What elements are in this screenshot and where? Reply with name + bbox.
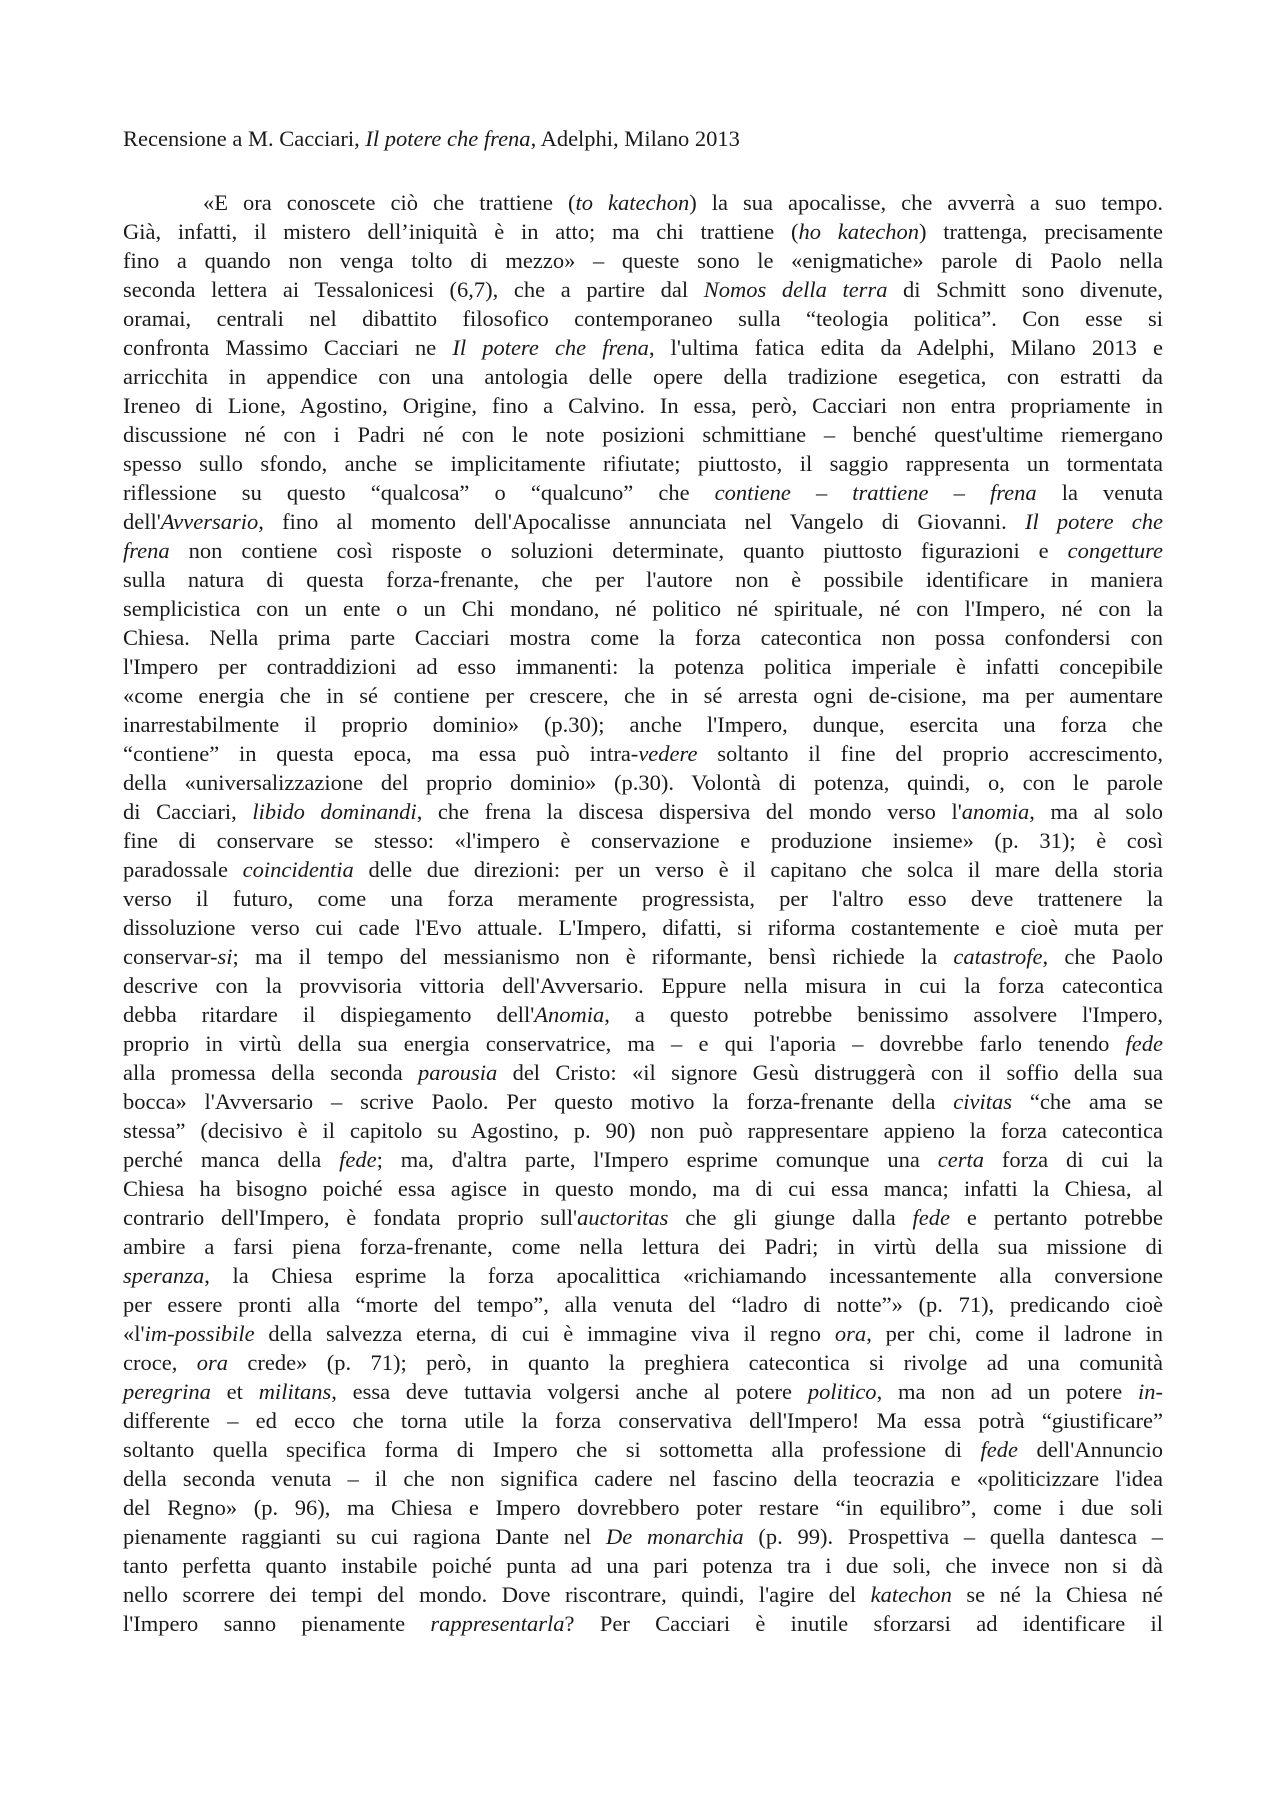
text-run: non contiene così risposte o soluzioni determinate, quanto piuttosto figurazioni e [169,538,1068,563]
italic-run: parousia [418,1060,498,1085]
italic-run: Il potere che frena [452,335,649,360]
text-run: ; ma il tempo del messianismo non è riformante, bensì richiede la [232,944,954,969]
text-run: soltanto quella specifica forma di Impero che si sottometta alla professione di [123,1437,981,1462]
italic-run: coincidentia [242,857,354,882]
text-run: riflessione su questo “qualcosa” o “qualcuno” che [123,480,715,505]
text-run: , la Chiesa esprime la forza apocalittica «richiamando incessantemente alla conversione [204,1263,1163,1288]
text-line [123,1377,1163,1406]
text-line [123,1493,1163,1522]
italic-run: peregrina [123,1379,211,1404]
text-run: fino a quando non venga tolto di mezzo» – queste sono le «enigmatiche» parole di Paolo nella [123,248,1163,273]
text-run: differente – ed ecco che torna utile la forza conservativa dell'Impero! Ma essa potrà “giustificare” [123,1408,1163,1433]
text-run: , a questo potrebbe benissimo assolvere l'Impero, [604,1002,1163,1027]
text-line [123,217,1163,246]
review-body [123,188,1163,1638]
text-line [123,913,1163,942]
text-run: pienamente raggianti su cui ragiona Dante nel [123,1524,607,1549]
italic-run: ora [196,1350,228,1375]
italic-run: civitas [953,1089,1013,1114]
text-line [123,1348,1163,1377]
text-line [123,188,1163,217]
heading-segment: Recensione a M. Cacciari, [123,126,366,151]
text-run: , l'ultima fatica edita da Adelphi, Milano 2013 e [648,335,1163,360]
italic-run: fede [980,1437,1018,1462]
italic-run: katechon [870,1582,952,1607]
italic-run: im-possibile [144,1321,255,1346]
review-heading [123,124,1163,153]
text-line [123,1203,1163,1232]
text-line [123,623,1163,652]
text-line [123,1116,1163,1145]
text-line [123,536,1163,565]
text-line [123,246,1163,275]
text-run: stessa” (decisivo è il capitolo su Agostino, p. 90) non può rappresentare appieno la forza catecontica [123,1118,1163,1143]
text-run: che gli giunge dalla [668,1205,913,1230]
text-run: delle due direzioni: per un verso è il capitano che solca il mare della storia [353,857,1163,882]
text-run: ? Per Cacciari è inutile sforzarsi ad identificare il [564,1611,1163,1636]
text-line [123,362,1163,391]
text-line [123,971,1163,1000]
text-run: , che frena la discesa dispersiva del mondo verso l' [416,799,962,824]
italic-run: auctoritas [577,1205,669,1230]
text-run: discussione né con i Padri né con le note posizioni schmittiane – benché quest'ultime riemergano [123,422,1163,447]
italic-run: vedere [638,741,698,766]
text-line [123,797,1163,826]
italic-run: fede [912,1205,951,1230]
text-run: Chiesa ha bisogno poiché essa agisce in questo mondo, ma di cui essa manca; infatti la Chiesa, al [123,1176,1163,1201]
italic-run: Avversario [160,509,259,534]
text-line [123,449,1163,478]
text-run: dissoluzione verso cui cade l'Evo attuale. L'Impero, difatti, si riforma costantemente e cioè muta per [123,915,1163,940]
text-run: debba ritardare il dispiegamento dell' [123,1002,535,1027]
text-line [123,565,1163,594]
text-line [123,1058,1163,1087]
italic-run: politico [807,1379,877,1404]
text-run: bocca» l'Avversario – scrive Paolo. Per questo motivo la forza-frenante della [123,1089,954,1114]
text-run: di Schmitt sono divenute, [887,277,1163,302]
italic-run: fede [1125,1031,1163,1056]
text-run: “che ama se [1012,1089,1163,1114]
text-run: Ireneo di Lione, Agostino, Origine, fino a Calvino. In essa, però, Cacciari non entra propriamente in [123,393,1163,418]
text-run: Già, infatti, il mistero dell’iniquità è in atto; ma chi trattiene ( [123,219,799,244]
text-run: confronta Massimo Cacciari ne [123,335,453,360]
text-run: nello scorrere dei tempi del mondo. Dove riscontrare, quindi, l'agire del [123,1582,871,1607]
text-line [123,1406,1163,1435]
text-line [123,1609,1163,1638]
text-run: di Cacciari, [123,799,253,824]
text-run: arricchita in appendice con una antologia delle opere della tradizione esegetica, con estratti da [123,364,1163,389]
text-run: della salvezza eterna, di cui è immagine viva il regno [254,1321,835,1346]
text-run: , che Paolo [1042,944,1164,969]
text-run: e pertanto potrebbe [950,1205,1163,1230]
text-line [123,1551,1163,1580]
text-run: del Regno» (p. 96), ma Chiesa e Impero dovrebbero poter restare “in equilibro”, come i due soli [123,1495,1163,1520]
text-run: la venuta [1036,480,1163,505]
italic-run: militans [258,1379,332,1404]
text-run: spesso sullo sfondo, anche se implicitamente rifiutate; piuttosto, il saggio rappresenta un tormentata [123,451,1163,476]
text-run: , per chi, come il ladrone in [866,1321,1163,1346]
text-run: paradossale [123,857,243,882]
italic-run: libido dominandi [252,799,417,824]
text-line [123,1261,1163,1290]
italic-run: speranza [123,1263,205,1288]
text-run: , fino al momento dell'Apocalisse annunciata nel Vangelo di Giovanni. [258,509,1025,534]
italic-run: certa [937,1147,984,1172]
text-line [123,942,1163,971]
italic-run: fede [339,1147,377,1172]
text-line [123,1435,1163,1464]
text-line [123,826,1163,855]
text-line [123,275,1163,304]
italic-run: ora [834,1321,867,1346]
text-run: seconda lettera ai Tessalonicesi (6,7), che a partire dal [123,277,704,302]
text-run: proprio in virtù della sua energia conservatrice, ma – e qui l'aporia – dovrebbe farlo tenendo [123,1031,1126,1056]
text-run: ambire a farsi piena forza-frenante, come nella lettura dei Padri; in virtù della sua missione di [123,1234,1163,1259]
italic-run: ho katechon [798,219,919,244]
text-run: «come energia che in sé contiene per crescere, che in sé arresta ogni de-cisione, ma per aumentare [123,683,1163,708]
text-run: dell'Annuncio [1018,1437,1163,1462]
italic-run: Anomia [534,1002,605,1027]
text-run: dell' [123,509,161,534]
text-run: semplicistica con un ente o un Chi mondano, né politico né spirituale, né con l'Impero, né con la [123,596,1163,621]
text-line [123,681,1163,710]
text-run: della «universalizzazione del proprio dominio» (p.30). Volontà di potenza, quindi, o, con le parole [123,770,1163,795]
text-line [123,768,1163,797]
text-run: sulla natura di questa forza-frenante, che per l'autore non è possibile identificare in maniera [123,567,1163,592]
text-line [123,391,1163,420]
text-line [123,1522,1163,1551]
text-run: l'Impero sanno pienamente [123,1611,431,1636]
text-run: se né la Chiesa né [951,1582,1163,1607]
text-run: l'Impero per contraddizioni ad esso immanenti: la potenza politica imperiale è infatti concepibile [123,654,1163,679]
text-run: verso il futuro, come una forza meramente progressista, per l'altro esso deve trattenere la [123,886,1163,911]
italic-run: anomia [961,799,1030,824]
text-run: ; ma, d'altra parte, l'Impero esprime comunque una [376,1147,938,1172]
italic-run: Il potere che [1024,509,1163,534]
text-run: per essere pronti alla “morte del tempo”, alla venuta del “ladro di notte”» (p. 71), predicando cioè [123,1292,1163,1317]
text-run: “contiene” in questa epoca, ma essa può intra- [123,741,639,766]
italic-run: frena [123,538,170,563]
text-run: crede» (p. 71); però, in quanto la preghiera catecontica si rivolge ad una comunità [228,1350,1163,1375]
text-run: oramai, centrali nel dibattito filosofico contemporaneo sulla “teologia politica”. Con esse si [123,306,1163,331]
heading-segment: , Adelphi, Milano 2013 [530,126,740,151]
text-line [123,1000,1163,1029]
text-line [123,333,1163,362]
heading-book-title: Il potere che frena [365,126,531,151]
text-line [123,1319,1163,1348]
text-line [123,1087,1163,1116]
italic-run: catastrofe [953,944,1043,969]
text-run: conservar- [123,944,218,969]
text-line [123,1029,1163,1058]
text-run: descrive con la provvisoria vittoria dell'Avversario. Eppure nella misura in cui la forza catecontica [123,973,1163,998]
text-run: , ma non ad un potere [876,1379,1138,1404]
text-run: tanto perfetta quanto instabile poiché punta ad una pari potenza tra i due soli, che invece non si dà [123,1553,1163,1578]
text-run: Chiesa. Nella prima parte Cacciari mostra come la forza catecontica non possa confondersi con [123,625,1163,650]
text-run: della seconda venuta – il che non significa cadere nel fascino della teocrazia e «politicizzare l'idea [123,1466,1163,1491]
text-line [123,507,1163,536]
text-line [123,304,1163,333]
text-run: forza di cui la [983,1147,1164,1172]
italic-run: contiene – trattiene – frena [714,480,1037,505]
text-run: croce, [123,1350,197,1375]
text-line [123,1290,1163,1319]
text-run: del Cristo: «il signore Gesù distruggerà con il soffio della sua [497,1060,1163,1085]
text-run: «l' [123,1321,145,1346]
text-run: , ma al solo [1029,799,1163,824]
text-run: et [210,1379,259,1404]
text-run: , essa deve tuttavia volgersi anche al potere [331,1379,808,1404]
text-run: fine di conservare se stesso: «l'impero è conservazione e produzione insieme» (p. 31); è così [123,828,1163,853]
text-line [123,1145,1163,1174]
text-run: inarrestabilmente il proprio dominio» (p.30); anche l'Impero, dunque, esercita una forza che [123,712,1163,737]
text-run: ) trattenga, precisamente [918,219,1164,244]
text-line [123,710,1163,739]
text-run: ) la sua apocalisse, che avverrà a suo tempo. [689,190,1164,215]
text-line [123,1174,1163,1203]
text-line [123,652,1163,681]
text-line [123,1464,1163,1493]
text-run: alla promessa della seconda [123,1060,419,1085]
text-line [123,594,1163,623]
text-line [123,884,1163,913]
text-line [123,420,1163,449]
text-line [123,478,1163,507]
text-run: perché manca della [123,1147,340,1172]
text-line [123,739,1163,768]
text-run: soltanto il fine del proprio accrescimento, [697,741,1163,766]
italic-run: in- [1137,1379,1163,1404]
text-run: (p. 99). Prospettiva – quella dantesca – [743,1524,1164,1549]
text-line [123,855,1163,884]
italic-run: De monarchia [606,1524,744,1549]
italic-run: si [217,944,233,969]
italic-run: Nomos della terra [703,277,888,302]
text-run: contrario dell'Impero, è fondata proprio sull' [123,1205,578,1230]
italic-run: congetture [1067,538,1163,563]
italic-run: to katechon [575,190,690,215]
text-line [123,1232,1163,1261]
italic-run: rappresentarla [430,1611,565,1636]
text-line [123,1580,1163,1609]
text-run: «E ora conoscete ciò che trattiene ( [203,190,576,215]
